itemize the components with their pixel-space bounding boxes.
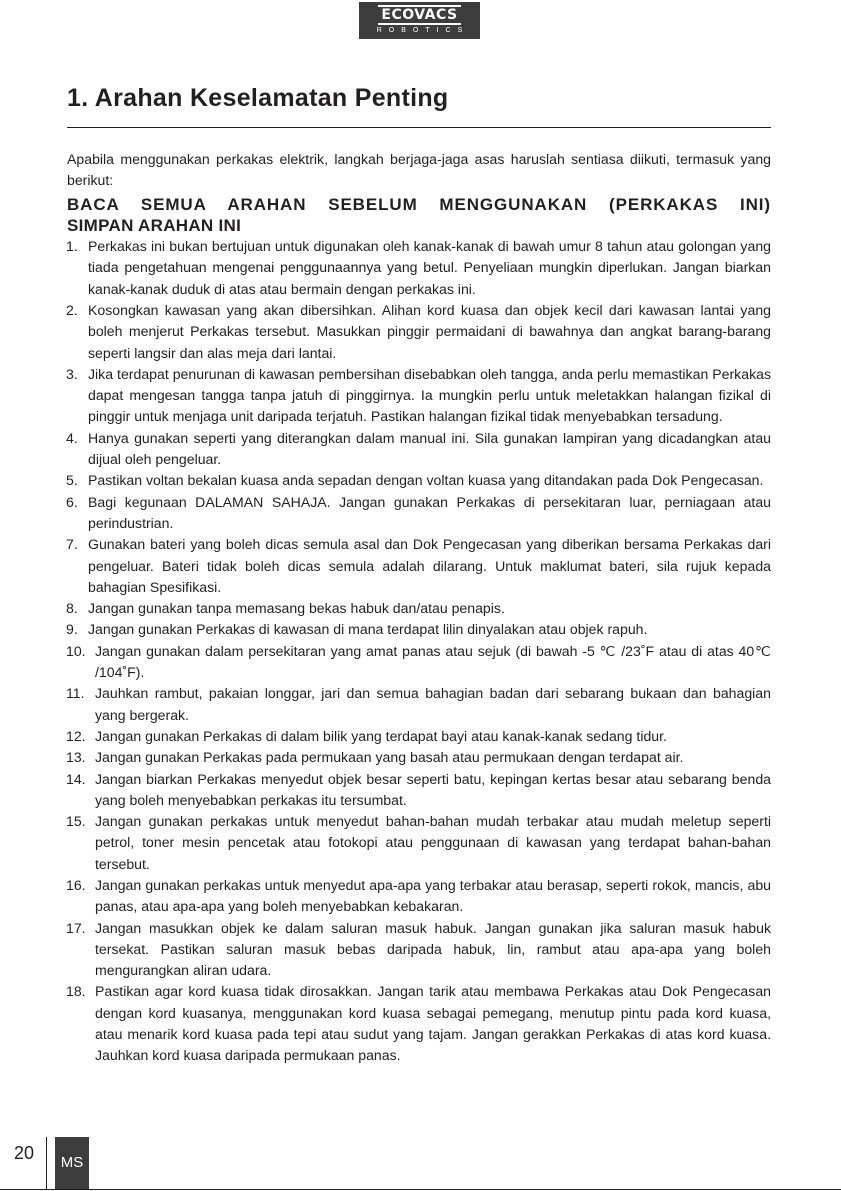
- item-text: Jangan gunakan dalam persekitaran yang amat panas atau sejuk (di bawah -5 ℃ /23˚F atau di atas 40℃ /104˚F).: [95, 642, 771, 681]
- item-text: Jangan gunakan tanpa memasang bekas habuk dan/atau penapis.: [88, 600, 505, 617]
- safety-item: [67, 875, 771, 918]
- page-footer: [0, 1137, 841, 1191]
- safety-item: [67, 534, 771, 598]
- safety-item: [67, 236, 771, 300]
- item-text: Jauhkan rambut, pakaian longgar, jari dan semua bahagian badan dari sebarang bukaan dan bahagian yang bergerak.: [95, 685, 771, 723]
- item-text: Jangan gunakan Perkakas pada permukaan yang basah atau permukaan dengan terdapat air.: [95, 749, 684, 766]
- item-number: 14.: [66, 770, 86, 787]
- safety-item: [67, 918, 771, 982]
- save-instructions-heading: SIMPAN ARAHAN INI: [67, 216, 242, 236]
- footer-divider: [46, 1137, 47, 1189]
- item-number: 4.: [66, 429, 78, 446]
- item-text: Jangan gunakan Perkakas di dalam bilik yang terdapat bayi atau kanak-kanak sedang tidur.: [95, 727, 667, 744]
- item-text: Bagi kegunaan DALAMAN SAHAJA. Jangan gunakan Perkakas di persekitaran luar, perniagaan atau perindustrian.: [88, 493, 771, 531]
- item-number: 7.: [66, 536, 78, 553]
- item-number: 18.: [66, 983, 86, 1000]
- section-title: 1. Arahan Keselamatan Penting: [67, 84, 449, 112]
- safety-item: [67, 428, 771, 471]
- ecovacs-logo: [359, 2, 480, 39]
- safety-item: [67, 619, 771, 640]
- safety-item: [67, 811, 771, 875]
- safety-item: [67, 598, 771, 619]
- logo-subtitle: ROBOTICS: [376, 27, 470, 34]
- item-text: Pastikan agar kord kuasa tidak dirosakkan. Jangan tarik atau membawa Perkakas atau Dok Pengecasan dengan kord kuasanya, menggunakan kord kuasa sebagai pemegang, menutup pintu pada kord kuasa, atau menarik kord kuasa pada tepi atau sudut yang tajam. Jangan gerakkan Perkakas di atas kord kuasa. Jauhkan kord kuasa daripada permukaan panas.: [95, 983, 771, 1064]
- item-number: 10.: [66, 642, 86, 659]
- item-number: 13.: [66, 749, 86, 766]
- item-number: 6.: [66, 493, 78, 510]
- read-all-instructions-heading: BACA SEMUA ARAHAN SEBELUM MENGGUNAKAN (PERKAKAS INI): [67, 194, 771, 214]
- safety-item: [67, 769, 771, 812]
- safety-item: [67, 364, 771, 428]
- item-number: 16.: [66, 877, 86, 893]
- item-number: 9.: [66, 621, 78, 638]
- item-number: 5.: [66, 472, 78, 489]
- item-text: Jangan masukkan objek ke dalam saluran masuk habuk. Jangan gunakan jika saluran masuk habuk tersekat. Pastikan saluran masuk bebas daripada habuk, lin, rambut atau apa-apa yang boleh mengurangkan aliran udara.: [95, 919, 771, 979]
- logo-wordmark: ECOVACS: [378, 5, 460, 25]
- item-number: 2.: [66, 301, 78, 318]
- safety-item: [67, 747, 771, 768]
- intro-paragraph: Apabila menggunakan perkakas elektrik, langkah berjaga-jaga asas haruslah sentiasa diikuti, termasuk yang berikut:: [67, 151, 771, 189]
- item-number: 11.: [66, 685, 85, 702]
- language-tab: MS: [55, 1137, 89, 1189]
- item-text: Jangan biarkan Perkakas menyedut objek besar seperti batu, kepingan kertas besar atau sebarang benda yang boleh menyebabkan perkakas itu tersumbat.: [95, 770, 771, 808]
- item-text: Jika terdapat penurunan di kawasan pembersihan disebabkan oleh tangga, anda perlu memastikan Perkakas dapat mengesan tangga tanpa jatuh di pinggirnya. Ia mungkin perlu untuk meletakkan halangan fizikal di pinggir untuk menjaga unit daripada terjatuh. Pastikan halangan fizikal tidak menyebabkan tersadung.: [88, 365, 771, 425]
- item-text: Jangan gunakan perkakas untuk menyedut bahan-bahan mudah terbakar atau mudah meletup seperti petrol, toner mesin pencetak atau fotokopi atau penggunaan di kawasan yang terdapat bahan-bahan tersebut.: [95, 813, 771, 872]
- item-text: Pastikan voltan bekalan kuasa anda sepadan dengan voltan kuasa yang ditandakan pada Dok Pengecasan.: [88, 472, 764, 489]
- safety-item: [67, 981, 771, 1066]
- safety-item: [67, 470, 771, 491]
- safety-item: [67, 683, 771, 726]
- item-text: Kosongkan kawasan yang akan dibersihkan. Alihan kord kuasa dan objek kecil dari kawasan lantai yang boleh menjerut Perkakas tersebut. Masukkan pinggir permaidani di bawahnya dan angkat barang-barang seperti langsir dan alas meja dari lantai.: [88, 301, 771, 361]
- item-text: Jangan gunakan perkakas untuk menyedut apa-apa yang terbakar atau berasap, seperti rokok, mancis, abu panas, atau apa-apa yang boleh menyebabkan kebakaran.: [95, 877, 771, 915]
- item-number: 1.: [66, 238, 78, 255]
- item-text: Jangan gunakan Perkakas di kawasan di mana terdapat lilin dinyalakan atau objek rapuh.: [88, 621, 648, 638]
- item-number: 15.: [66, 813, 86, 830]
- item-text: Hanya gunakan seperti yang diterangkan dalam manual ini. Sila gunakan lampiran yang dicadangkan atau dijual oleh pengeluar.: [88, 429, 771, 468]
- safety-item: [67, 492, 771, 535]
- title-divider: [67, 127, 771, 128]
- item-text: Perkakas ini bukan bertujuan untuk digunakan oleh kanak-kanak di bawah umur 8 tahun atau golongan yang tiada pengetahuan mengenai penggunaannya yang betul. Penyeliaan mungkin diperlukan. Jangan biarkan kanak-kanak duduk di atas atau bermain dengan perkakas ini.: [88, 238, 771, 297]
- item-number: 8.: [66, 600, 78, 617]
- safety-content: [67, 149, 771, 1067]
- safety-instructions-list: [67, 236, 771, 1067]
- item-number: 3.: [66, 365, 78, 382]
- item-text: Gunakan bateri yang boleh dicas semula asal dan Dok Pengecasan yang diberikan bersama Perkakas dari pengeluar. Bateri tidak boleh dicas semula adalah dilarang. Untuk maklumat bateri, sila rujuk kepada bahagian Spesifikasi.: [88, 536, 771, 595]
- safety-item: [67, 726, 771, 747]
- safety-item: [67, 641, 771, 684]
- item-number: 17.: [66, 919, 86, 936]
- item-number: 12.: [66, 727, 86, 744]
- safety-item: [67, 300, 771, 364]
- footer-rule: [0, 1189, 841, 1190]
- page-number: 20: [14, 1143, 35, 1163]
